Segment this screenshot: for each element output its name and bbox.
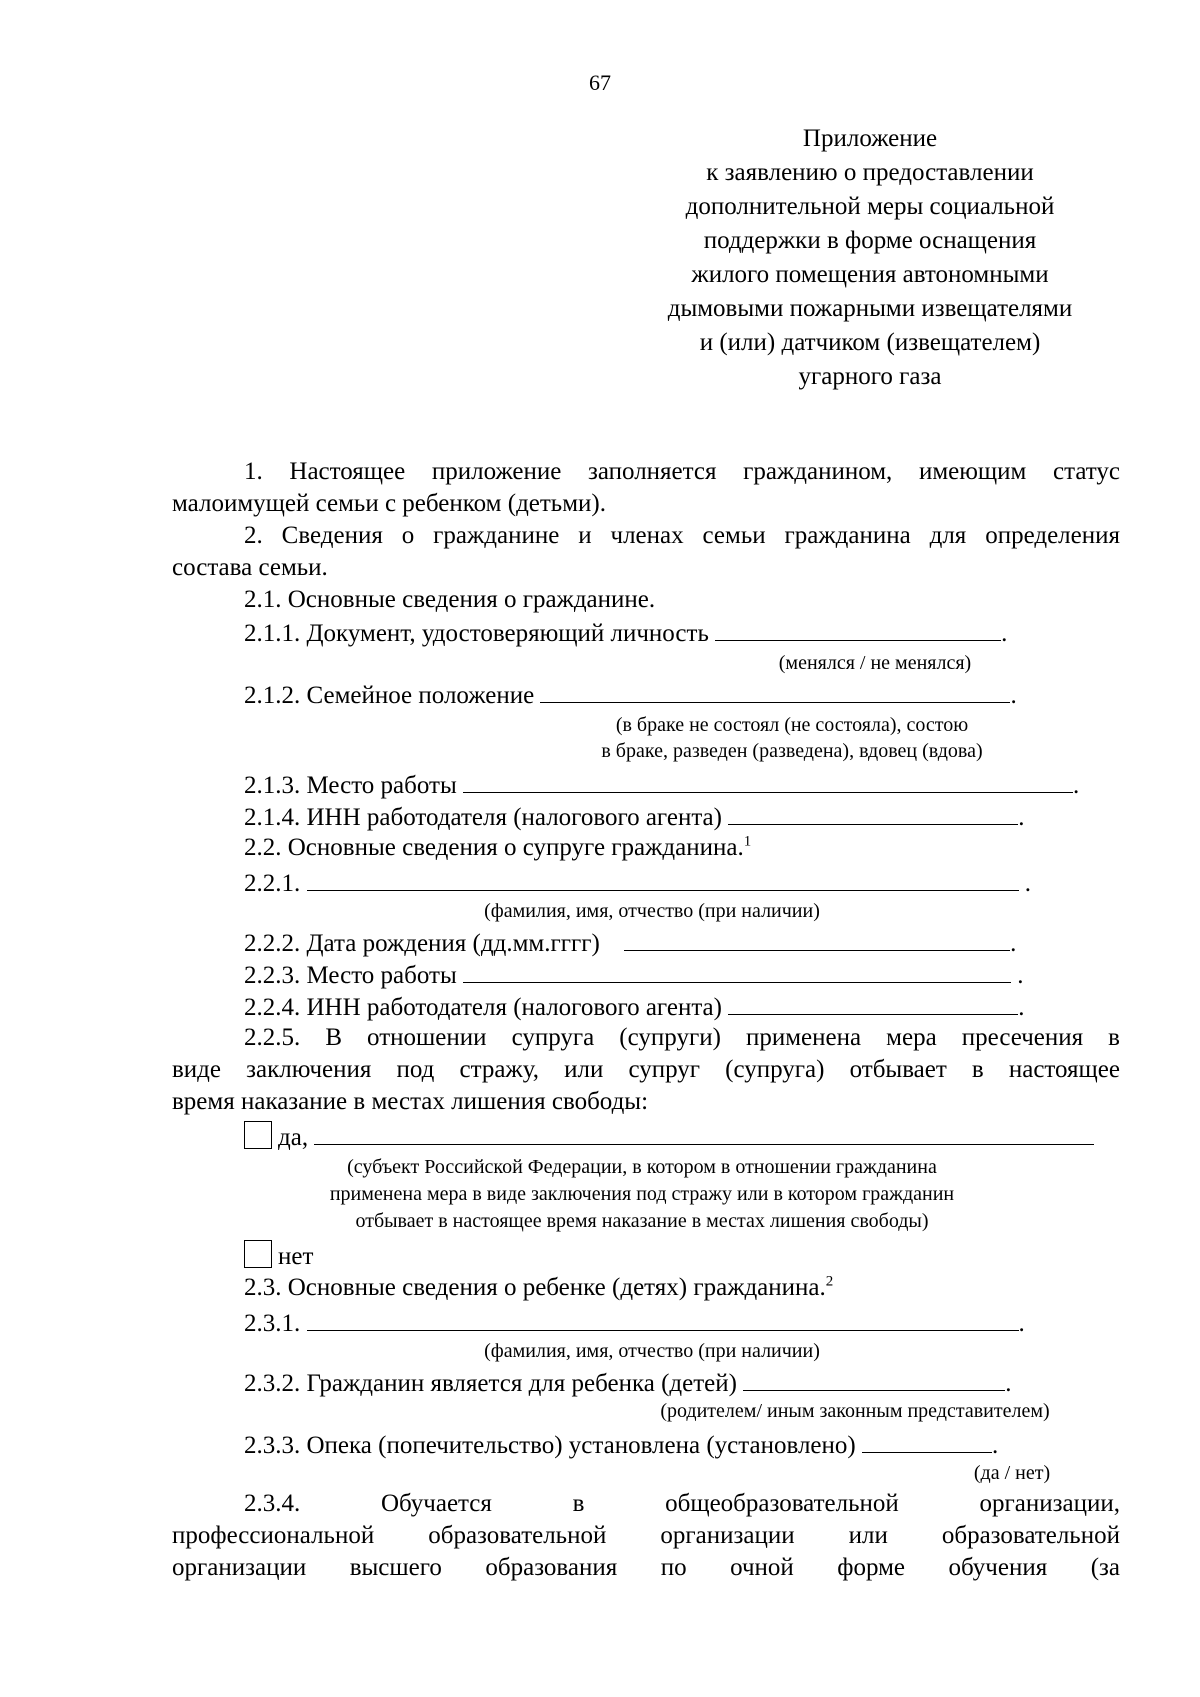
word: образования <box>485 1554 618 1581</box>
region-input-line[interactable] <box>314 1120 1094 1145</box>
option-no <box>244 1240 313 1273</box>
field-label: 2.3.2. Гражданин является для ребенка (детей) <box>244 1370 737 1397</box>
appendix-heading-line: к заявлению о предоставлении <box>706 159 1034 186</box>
appendix-heading-line: поддержки в форме оснащения <box>703 227 1037 254</box>
field-identity-document: 2.1.1. Документ, удостоверяющий личность . <box>244 616 1007 650</box>
field-marital-status: 2.1.2. Семейное положение . <box>244 678 1017 712</box>
paragraph-2-3-4-line-2 <box>172 1520 1120 1552</box>
word: по <box>660 1554 687 1581</box>
field-label: 2.2.4. ИНН работодателя (налогового агента) <box>244 994 722 1021</box>
paragraph-2-line-2: состава семьи. <box>172 554 328 581</box>
word: профессиональной <box>172 1522 375 1549</box>
field-guardianship: 2.3.3. Опека (попечительство) установлена (установлено) . <box>244 1428 998 1462</box>
section-2-3-label: 2.3. Основные сведения о ребенке (детях) гражданина. <box>244 1274 826 1301</box>
field-label: 2.2.1. <box>244 870 301 897</box>
paragraph-2-3-4-line-3 <box>172 1552 1120 1584</box>
spouse-birth-date-input-line[interactable] <box>624 926 1010 951</box>
parental-status-input-line[interactable] <box>743 1366 1005 1391</box>
field-label: 2.1.3. Место работы <box>244 772 457 799</box>
marital-status-input-line[interactable] <box>540 678 1010 703</box>
section-2-2-title <box>244 832 751 864</box>
footnote-mark: 1 <box>743 833 752 850</box>
field-label: 2.2.3. Место работы <box>244 962 457 989</box>
child-full-name-input-line[interactable] <box>307 1306 1019 1331</box>
field-label: 2.1.4. ИНН работодателя (налогового агента) <box>244 804 722 831</box>
field-label: 2.3.3. Опека (попечительство) установлена (установлено) <box>244 1432 856 1459</box>
workplace-input-line[interactable] <box>463 768 1073 793</box>
word: или <box>848 1522 888 1549</box>
paragraph-2-3-4-line-1 <box>244 1488 1120 1520</box>
field-child-full-name: 2.3.1. . <box>244 1306 1025 1340</box>
section-2-1-title: 2.1. Основные сведения о гражданине. <box>244 586 656 613</box>
word: организации <box>660 1522 795 1549</box>
word: образовательной <box>941 1522 1120 1549</box>
word: организации <box>172 1554 307 1581</box>
region-hint-line-3: отбывает в настоящее время наказание в местах лишения свободы) <box>355 1210 929 1232</box>
field-label: 2.3.1. <box>244 1310 301 1337</box>
no-checkbox[interactable] <box>244 1240 272 1268</box>
word: 2.3.4. <box>244 1490 301 1517</box>
guardianship-input-line[interactable] <box>862 1428 992 1453</box>
appendix-heading-line: дополнительной меры социальной <box>685 193 1055 220</box>
page-number: 67 <box>589 70 611 95</box>
word: (за <box>1090 1554 1120 1581</box>
field-employer-inn: 2.1.4. ИНН работодателя (налогового агента) . <box>244 800 1024 834</box>
paragraph-2-2-5-line-2: виде заключения под стражу, или супруг (супруга) отбывает в настоящее <box>172 1056 1120 1083</box>
child-full-name-hint: (фамилия, имя, отчество (при наличии) <box>484 1340 820 1362</box>
spouse-full-name-input-line[interactable] <box>307 866 1019 891</box>
word: высшего <box>349 1554 442 1581</box>
footnote-mark: 2 <box>825 1273 834 1290</box>
word: обучения <box>948 1554 1048 1581</box>
no-label: нет <box>278 1243 314 1270</box>
identity-document-hint: (менялся / не менялся) <box>778 652 972 674</box>
word: образовательной <box>428 1522 607 1549</box>
section-2-3-title <box>244 1272 833 1304</box>
marital-status-hint-line-1: (в браке не состоял (не состояла), состою <box>615 714 969 736</box>
word: организации, <box>979 1490 1120 1517</box>
section-2-2-label: 2.2. Основные сведения о супруге гражданина. <box>244 834 744 861</box>
field-spouse-full-name: 2.2.1. . <box>244 866 1031 900</box>
paragraph-2-2-5-line-1: 2.2.5. В отношении супруга (супруги) применена мера пресечения в <box>244 1024 1120 1051</box>
paragraph-1-line-1: 1. Настоящее приложение заполняется гражданином, имеющим статус <box>244 458 1120 485</box>
region-hint-line-2: применена мера в виде заключения под стражу или в котором гражданин <box>329 1183 955 1205</box>
field-spouse-workplace: 2.2.3. Место работы . <box>244 958 1024 992</box>
marital-status-hint-line-2: в браке, разведен (разведена), вдовец (вдова) <box>601 740 983 762</box>
employer-inn-input-line[interactable] <box>728 800 1018 825</box>
spouse-workplace-input-line[interactable] <box>463 958 1011 983</box>
option-yes <box>244 1120 1094 1154</box>
word: форме <box>837 1554 906 1581</box>
field-parental-status: 2.3.2. Гражданин является для ребенка (детей) . <box>244 1366 1011 1400</box>
appendix-heading-line: дымовыми пожарными извещателями <box>667 295 1073 322</box>
appendix-heading-line: и (или) датчиком (извещателем) <box>699 329 1041 356</box>
appendix-heading-line: угарного газа <box>798 363 942 390</box>
field-label: 2.2.2. Дата рождения (дд.мм.гггг) <box>244 930 600 957</box>
yes-label: да, <box>278 1124 309 1151</box>
field-label: 2.1.1. Документ, удостоверяющий личность <box>244 620 709 647</box>
parental-status-hint: (родителем/ иным законным представителем) <box>660 1400 1050 1422</box>
appendix-heading-line: Приложение <box>802 125 938 152</box>
word: Обучается <box>380 1490 492 1517</box>
word: общеобразовательной <box>665 1490 899 1517</box>
paragraph-2-2-5-line-3: время наказание в местах лишения свободы: <box>172 1088 649 1115</box>
appendix-heading-line: жилого помещения автономными <box>691 261 1049 288</box>
word: очной <box>730 1554 794 1581</box>
identity-document-input-line[interactable] <box>715 616 1001 641</box>
appendix-heading <box>610 122 1130 394</box>
guardianship-hint: (да / нет) <box>973 1462 1051 1484</box>
spouse-employer-inn-input-line[interactable] <box>728 990 1018 1015</box>
paragraph-2-line-1: 2. Сведения о гражданине и членах семьи гражданина для определения <box>244 522 1120 549</box>
region-hint-line-1: (субъект Российской Федерации, в котором в отношении гражданина <box>347 1156 937 1178</box>
spouse-full-name-hint: (фамилия, имя, отчество (при наличии) <box>484 900 820 922</box>
field-workplace: 2.1.3. Место работы . <box>244 768 1079 802</box>
field-spouse-employer-inn: 2.2.4. ИНН работодателя (налогового агента) . <box>244 990 1024 1024</box>
paragraph-1-line-2: малоимущей семьи с ребенком (детьми). <box>172 490 606 517</box>
yes-checkbox[interactable] <box>244 1121 272 1149</box>
field-label: 2.1.2. Семейное положение <box>244 682 535 709</box>
field-spouse-birth-date: 2.2.2. Дата рождения (дд.мм.гггг) . <box>244 926 1016 960</box>
word: в <box>572 1490 585 1517</box>
